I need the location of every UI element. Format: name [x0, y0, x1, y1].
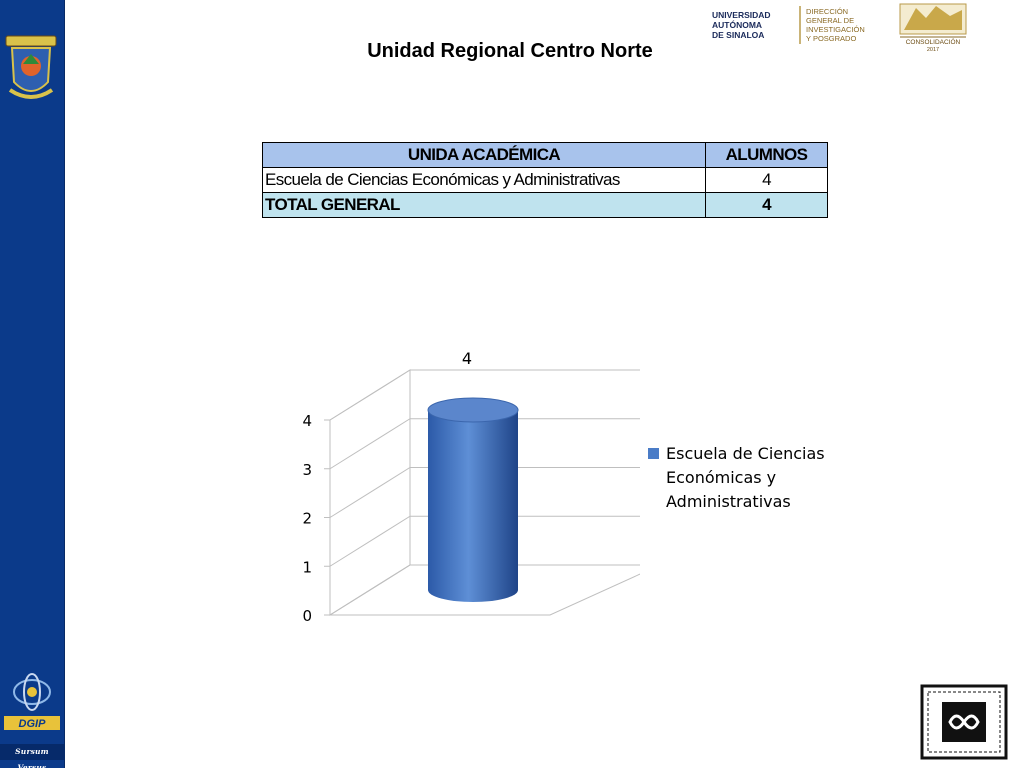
- y-axis-tick-label: 0: [302, 607, 312, 625]
- y-axis-tick-label: 3: [302, 460, 312, 479]
- y-axis-tick-label: 1: [302, 558, 312, 577]
- uas-logo: [712, 10, 771, 40]
- legend-swatch: [648, 448, 659, 459]
- university-crest-icon: [2, 30, 60, 108]
- table-total-row: [263, 193, 828, 218]
- uas-logo-line-3: DE SINALOA: [712, 30, 765, 40]
- chart-data-label: 4: [461, 349, 473, 368]
- column-header-unit: UNIDA ACADÉMICA: [263, 143, 706, 168]
- dgip-logo-line-1: DIRECCIÓN: [806, 7, 849, 16]
- students-table: [262, 142, 828, 218]
- y-axis-tick-label: 2: [302, 509, 312, 528]
- page-title: Unidad Regional Centro Norte: [367, 40, 653, 62]
- dgip-header-logo: [806, 7, 865, 43]
- dgip-logo-line-3: INVESTIGACIÓN: [806, 25, 865, 34]
- table-total-label: TOTAL GENERAL: [263, 193, 706, 218]
- table-cell-students: 4: [706, 168, 828, 193]
- consolidacion-logo: [900, 4, 966, 52]
- dgip-logo-line-2: GENERAL DE: [806, 16, 855, 25]
- header-logos: [704, 0, 974, 52]
- uas-logo-line-2: AUTÓNOMA: [712, 20, 763, 30]
- academy-seal-icon: [920, 684, 1008, 760]
- consolidacion-year: 2017: [926, 47, 940, 52]
- legend-label: Escuela de Ciencias Económicas y Administrativas: [666, 444, 825, 511]
- table-row: [263, 168, 828, 193]
- chart-bar-top: [428, 398, 518, 422]
- uas-logo-line-1: UNIVERSIDAD: [712, 10, 771, 20]
- students-bar-chart: [290, 340, 640, 640]
- table-total-value: 4: [706, 193, 828, 218]
- sidebar-motto: Sursum Versus: [0, 744, 64, 760]
- y-axis-tick-label: 4: [302, 412, 312, 430]
- column-header-students: ALUMNOS: [706, 143, 828, 168]
- table-cell-unit: Escuela de Ciencias Económicas y Administrativas: [263, 168, 706, 193]
- consolidacion-label: CONSOLIDACIÓN: [905, 39, 961, 46]
- dgip-logo-icon: [0, 668, 64, 736]
- dgip-logo-label: DGIP: [18, 718, 46, 730]
- sidebar: [0, 0, 65, 772]
- dgip-logo-line-4: Y POSGRADO: [806, 34, 857, 43]
- chart-bar: [428, 410, 518, 602]
- table-header-row: [263, 143, 828, 168]
